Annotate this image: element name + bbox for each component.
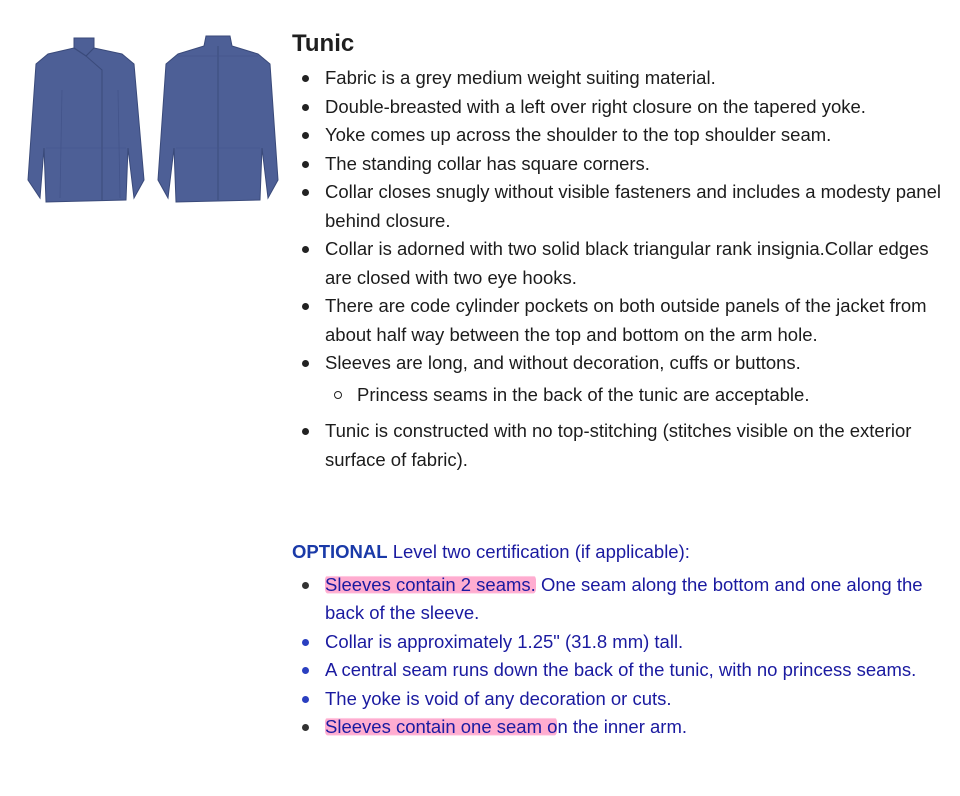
optional-item-text: One seam along the bottom and one along the back of the sleeve. — [325, 573, 923, 623]
highlighted-text: Sleeves contain 2 seams. — [325, 573, 536, 595]
list-item: The standing collar has square corners. — [292, 150, 952, 179]
list-item: Sleeves are long, and without decoration, cuffs or buttons. — [292, 349, 952, 378]
optional-item — [292, 628, 952, 657]
optional-item-text: n the inner arm. — [557, 716, 688, 737]
tunic-spec — [292, 28, 952, 742]
optional-item-text: A central seam runs down the back of the tunic, with no princess seams. — [325, 659, 917, 680]
optional-item — [292, 571, 952, 628]
list-item: Tunic is constructed with no top-stitching (stitches visible on the exterior surface of fabric). — [292, 417, 952, 474]
list-item: There are code cylinder pockets on both outside panels of the jacket from about half way between the top and bottom on the arm hole. — [292, 292, 952, 349]
optional-item — [292, 656, 952, 685]
requirements-list-continued — [292, 417, 952, 474]
optional-label: OPTIONAL — [292, 541, 388, 562]
sub-list — [292, 381, 952, 410]
optional-item — [292, 713, 952, 742]
tunic-front-photo — [22, 30, 150, 206]
optional-section — [292, 538, 952, 742]
requirements-list — [292, 64, 952, 378]
list-item: Double-breasted with a left over right closure on the tapered yoke. — [292, 93, 952, 122]
list-item: Collar is adorned with two solid black triangular rank insignia.Collar edges are closed with two eye hooks. — [292, 235, 952, 292]
section-title: Tunic — [292, 30, 355, 57]
list-item: Yoke comes up across the shoulder to the top shoulder seam. — [292, 121, 952, 150]
tunic-back-illustration — [154, 30, 282, 206]
tunic-front-illustration — [22, 30, 150, 206]
optional-item-text: Collar is approximately 1.25" (31.8 mm) tall. — [325, 630, 684, 652]
optional-item — [292, 685, 952, 714]
list-item: Collar closes snugly without visible fasteners and includes a modesty panel behind closure. — [292, 178, 952, 235]
list-item: Fabric is a grey medium weight suiting material. — [292, 64, 952, 93]
sub-list-item: Princess seams in the back of the tunic are acceptable. — [292, 381, 952, 410]
highlighted-text: Sleeves contain one seam o — [325, 716, 558, 737]
tunic-back-photo — [154, 30, 282, 206]
optional-item-text: The yoke is void of any decoration or cuts. — [325, 687, 672, 709]
optional-heading-text: Level two certification (if applicable): — [387, 541, 690, 562]
optional-heading — [292, 538, 952, 567]
optional-list — [292, 571, 952, 742]
